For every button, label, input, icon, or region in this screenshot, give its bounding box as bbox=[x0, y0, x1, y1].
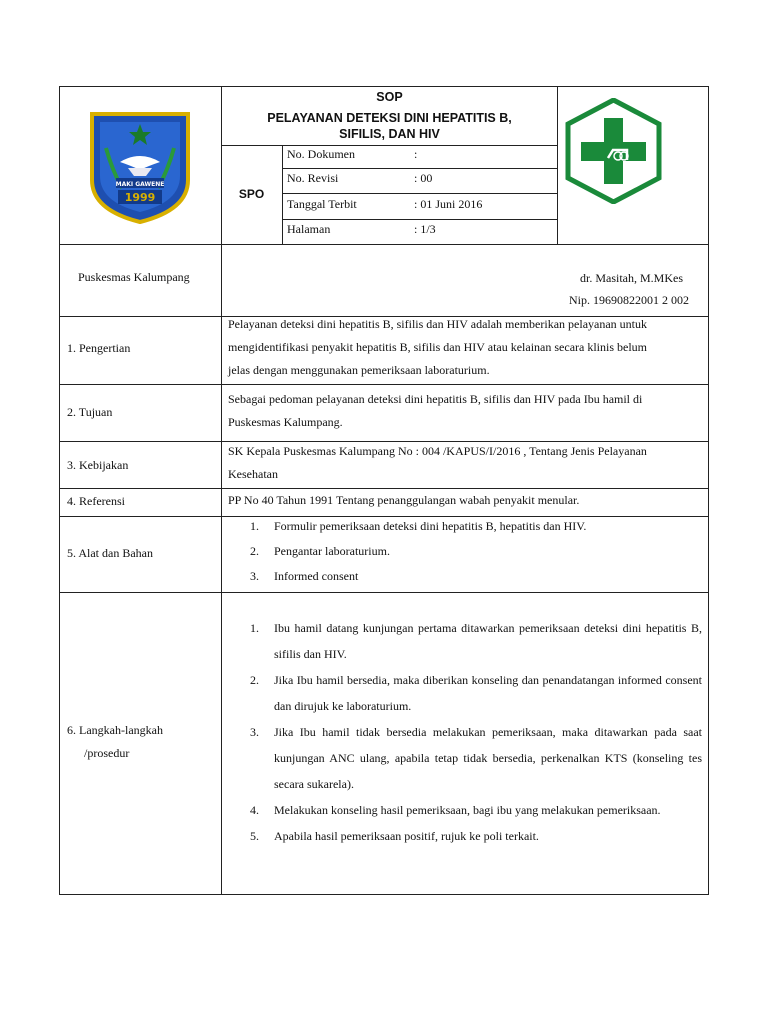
langkah-item-num: 4. bbox=[250, 803, 259, 817]
alat-item-num: 2. bbox=[250, 544, 259, 558]
langkah-item bbox=[250, 615, 702, 667]
head-name: dr. Masitah, M.MKes bbox=[580, 271, 683, 285]
langkah-item-text: Ibu hamil datang kunjungan pertama ditawarkan pemeriksaan deteksi dini hepatitis B, sifilis dan HIV. bbox=[274, 621, 702, 661]
langkah-item bbox=[250, 797, 702, 823]
langkah-item bbox=[250, 667, 702, 719]
section-text-kebijakan: SK Kepala Puskesmas Kalumpang No : 004 /KAPUS/I/2016 , Tentang Jenis Pelayanan Kesehatan bbox=[228, 444, 647, 481]
langkah-list bbox=[250, 615, 702, 849]
sop-label: SOP bbox=[376, 90, 403, 104]
meta-value-halaman: : 1/3 bbox=[414, 222, 436, 236]
puskesmas-name: Puskesmas Kalumpang bbox=[78, 270, 190, 284]
section-label-referensi: 4. Referensi bbox=[67, 494, 125, 508]
alat-item-text: Formulir pemeriksaan deteksi dini hepatitis B, hepatitis dan HIV. bbox=[274, 519, 587, 533]
alat-item bbox=[250, 514, 702, 539]
langkah-item-num: 3. bbox=[250, 725, 259, 739]
langkah-item-text: Melakukan konseling hasil pemeriksaan, bagi ibu yang melakukan pemeriksaan. bbox=[274, 803, 661, 817]
alat-item-text: Informed consent bbox=[274, 569, 359, 583]
regency-logo bbox=[88, 110, 192, 224]
meta-value-dokumen: : bbox=[414, 147, 418, 161]
alat-list bbox=[250, 514, 702, 589]
alat-item-text: Pengantar laboraturium. bbox=[274, 544, 390, 558]
langkah-item bbox=[250, 823, 702, 849]
alat-item-num: 3. bbox=[250, 569, 259, 583]
logo-year: 1999 bbox=[124, 191, 156, 204]
section-label-tujuan: 2. Tujuan bbox=[67, 405, 113, 419]
langkah-item-text: Jika Ibu hamil bersedia, maka diberikan konseling dan penandatangan informed consent dan dirujuk ke laboraturium. bbox=[274, 673, 702, 713]
langkah-item bbox=[250, 719, 702, 797]
meta-label-tanggal: Tanggal Terbit bbox=[287, 197, 357, 211]
alat-item bbox=[250, 564, 702, 589]
section-label-langkah-line1: 6. Langkah-langkah bbox=[67, 723, 163, 737]
section-label-pengertian: 1. Pengertian bbox=[67, 341, 131, 355]
puskesmas-logo bbox=[565, 98, 662, 204]
alat-item bbox=[250, 539, 702, 564]
section-text-pengertian: Pelayanan deteksi dini hepatitis B, sifilis dan HIV adalah memberikan pelayanan untuk mengidentifikasi penyakit hepatitis B, sifilis dan HIV atau kelainan secara klinis belum jelas dengan menggunakan pemeriksaan laboraturium. bbox=[228, 317, 648, 377]
section-text-referensi: PP No 40 Tahun 1991 Tentang penanggulangan wabah penyakit menular. bbox=[228, 493, 580, 507]
section-label-kebijakan: 3. Kebijakan bbox=[67, 458, 129, 472]
langkah-item-num: 5. bbox=[250, 829, 259, 843]
meta-value-revisi: : 00 bbox=[414, 171, 433, 185]
sop-title-line1: PELAYANAN DETEKSI DINI HEPATITIS B, bbox=[267, 111, 512, 125]
spo-label: SPO bbox=[238, 187, 265, 201]
meta-label-dokumen: No. Dokumen bbox=[287, 147, 355, 161]
langkah-item-text: Jika Ibu hamil tidak bersedia melakukan pemeriksaan, maka ditawarkan pada saat kunjungan ANC ulang, apabila tetap tidak bersedia, perkenalkan KTS (konseling tes secara sukarela). bbox=[274, 725, 702, 791]
alat-item-num: 1. bbox=[250, 519, 259, 533]
section-text-tujuan: Sebagai pedoman pelayanan deteksi dini hepatitis B, sifilis dan HIV pada Ibu hamil di Puskesmas Kalumpang. bbox=[228, 392, 643, 429]
langkah-item-text: Apabila hasil pemeriksaan positif, rujuk ke poli terkait. bbox=[274, 829, 539, 843]
section-label-langkah-line2: /prosedur bbox=[84, 746, 130, 760]
langkah-item-num: 2. bbox=[250, 673, 259, 687]
meta-label-revisi: No. Revisi bbox=[287, 171, 339, 185]
sop-title-line2: SIFILIS, DAN HIV bbox=[339, 127, 440, 141]
langkah-item-num: 1. bbox=[250, 621, 259, 635]
meta-label-halaman: Halaman bbox=[287, 222, 331, 236]
meta-value-tanggal: : 01 Juni 2016 bbox=[414, 197, 483, 211]
logo-motto: MAKI GAWENE bbox=[115, 181, 165, 188]
section-label-alat: 5. Alat dan Bahan bbox=[67, 546, 153, 560]
head-nip: Nip. 19690822001 2 002 bbox=[569, 293, 689, 307]
